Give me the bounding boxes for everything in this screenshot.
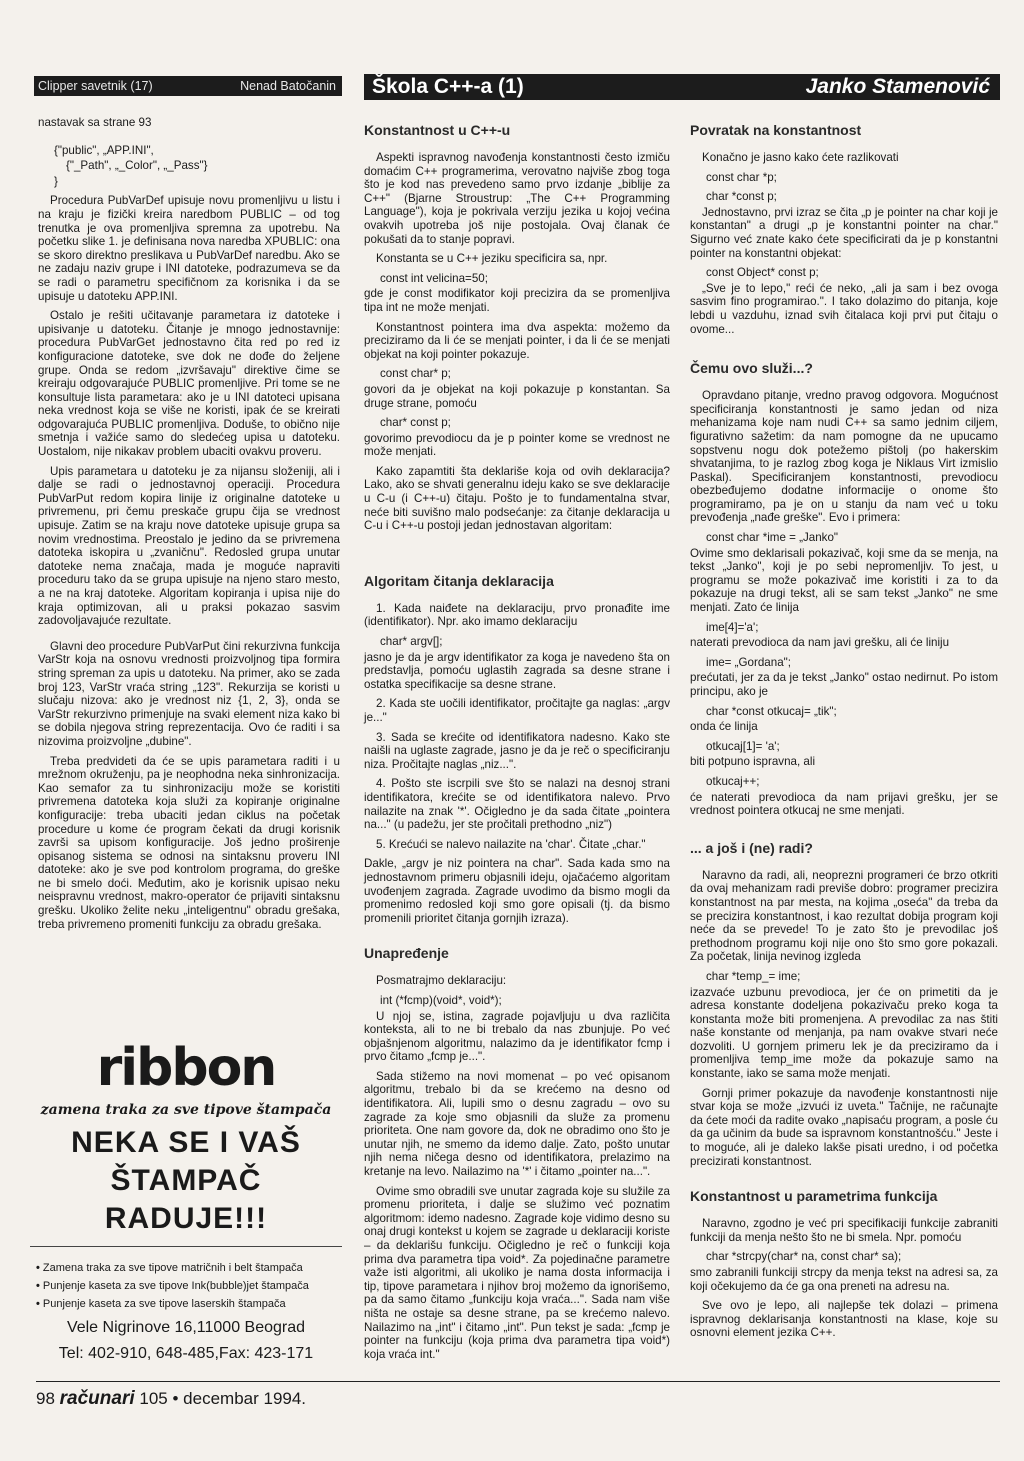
ad-services-list: [36, 1259, 342, 1313]
paragraph: 4. Pošto ste iscrpili sve što se nalazi na desnoj strani identifikatora, krećite se od identifikatora nalevo. Prvo nailazite na znak '*'. Očigledno je da sada čitate „pointera na..." (u padežu, jer ste pročitali prethodno „niz"): [364, 777, 670, 832]
paragraph: Ostalo je rešiti učitavanje parametara iz datoteke i upisivanje u datoteku. Čitanje je mnogo jednostavnije: procedura PubVarGet jednostavno čita red po red iz konfiguracione datoteke, sve dok ne dođe do željene grupe. Onda se redom „izvršavaju" direktive čime se kreiraju odgovarajuće PUBLIC promenljive. Pri tome se ne konsultuje lista parametara: ako je u INI datoteci upisana neka vrednost koja se više ne koristi, ipak će se kreirati odgovarajuća PUBLIC promenljiva. Doduše, to obično nije smetnja i važiće samo do sledećeg upisa u datoteku. Uostalom, nije nikakav problem ubaciti ovakvu proveru.: [38, 309, 340, 459]
paragraph: Konačno je jasno kako ćete razlikovati: [702, 151, 899, 164]
code-line: ime[4]='a';: [706, 620, 759, 634]
paragraph: Sada stižemo na novi momenat – po već opisanom algoritmu, trebalo bi da se krećemo na desno od identifikatora. Ali, lupili smo o desnu zagradu – ovo su zagrade za koje smo objasnili da služe za promenu prioriteta. One nam govore da, dok ne obradimo ono što je unutar njih, ne smemo da idemo dalje. Zato, pošto unutar njih nema ničega desno od identifikatora, prelazimo na kretanje na levo. Nailazimo na '*' i čitamo „pointer na...".: [364, 1069, 670, 1179]
paragraph: Sve ovo je lepo, ali najlepše tek dolazi – primena ispravnog deklarisanja konstantnosti na klase, koje su osnovni element jezika C++.: [690, 1299, 998, 1340]
paragraph: Procedura PubVarDef upisuje novu promenljivu u listu i na kraju je fizički kreira naredbom PUBLIC – od tog trenutka je ova promenljiva spremna za upotrebu. Na početku slike 1. je definisana nova naredba XPUBLIC: ona se skoro direktno preslikava u PubVarDef naredbu. Ako se ne zadaju naziv grupe i INI datoteke, podrazumeva se da se radi o parametru specifičnom za korisnika i da se upisuje u datoteku APP.INI.: [38, 194, 340, 303]
ad-address: Vele Nigrinove 16,11000 Beograd: [66, 1319, 306, 1336]
right-article-header: [364, 74, 1000, 100]
left-article-header: [34, 76, 342, 96]
code-line: {"public", „APP.INI",: [54, 143, 154, 157]
code-line: const char *ime = „Janko": [706, 531, 839, 545]
code-line: ime= „Gordana";: [706, 655, 791, 669]
ribbon-advertisement: [30, 1040, 342, 1372]
code-line: }: [54, 174, 58, 188]
paragraph: Ovime smo deklarisali pokazivač, koji sme da se menja, na tekst „Janko", koji je po sebi nepromenljiv. To jest, u programu se može pokazivač ime koristiti i za to da pokazuje na drugi tekst, ali se sam tekst „Janko" ne sme menjati. Zato će linija: [690, 546, 998, 615]
paragraph: 5. Krećući se nalevo nailazite na 'char'. Čitate „char.": [376, 837, 646, 851]
footer-text: [36, 1388, 1000, 1410]
paragraph: Ovime smo obradili sve unutar zagrada koje su služile za promenu prioriteta, i dalje se služimo već poznatim algoritmom: idemo nadesno. Zagrade koje vidimo desno su onaj drugi kontekst u kojem se zagrade u deklaraciji koriste – da deklarišu funkciju. Očigledno je reč o funkciji koja prima dva parametra tipa void*. Za pojedinačne parametre važe isti algoritmi, ali ukoliko je nama dosta informacija i tip, tipove parametara i njihov broj možemo da ignorišemo, pa da samo čitamo „funkciju koja vraća...". Sada nam više ništa ne ostaje sa desne strane, pa se krećemo nalevo. Nailazimo na „int" i čitamo „int". Pun tekst je sada: „fcmp je pointer na funkciju (koja prima dva parametra tipa void*) koja vraća int.": [364, 1184, 670, 1361]
code-line: char *temp_= ime;: [706, 969, 801, 983]
code-line: char *const p;: [706, 190, 777, 204]
paragraph: Treba predvideti da će se upis parametara raditi i u mrežnom okruženju, pa je neophodna neka sinhronizacija. Kao semafor za tu sinhronizaciju može se koristiti privremena datoteka koja služi za kopiranje originalne konfiguracije: treba ubaciti jedan ciklus na početak procedure u kome će program čekati da drugi korisnik završi sa upisom konfiguracije. Još jedno proširenje opisanog sistema se odnosi na sintaksnu proveru INI datoteke: ako je sve pod kontrolom programa, do greške ne bi smelo doći. Međutim, ako je korisnik upisao neku neispravnu vrednost, makro-operator će prijaviti sintaksnu grešku. Ukoliko želite neku „inteligentnu" obradu grešaka, treba privremeno promeniti funkciju za obradu grešaka.: [38, 754, 340, 931]
left-series-title: Clipper savetnik (17): [38, 79, 153, 93]
paragraph: gde je const modifikator koji precizira da se promenljiva tipa int ne može menjati.: [364, 287, 670, 314]
right-column: [690, 122, 998, 1346]
paragraph: smo zabranili funkciji strcpy da menja tekst na adresi sa, za koji očekujemo da će ga ona preneti na adresu na.: [690, 1266, 998, 1293]
section-heading: Unapređenje: [364, 945, 449, 962]
magazine-name: računari: [59, 1388, 135, 1409]
paragraph: Jednostavno, prvi izraz se čita „p je pointer na char koji je konstantan" a drugi „p je konstantni pointer na char." Sigurno već znate kako ćete specificirati da je p konstantni pointer na konstantni objekat:: [690, 205, 998, 260]
footer-rule: [36, 1381, 1000, 1382]
paragraph: Konstanta se u C++ jeziku specificira sa, npr.: [376, 252, 608, 266]
paragraph: jasno je da je argv identifikator za koga je navedeno šta on predstavlja, pomoću uglastih zagrada sa desne strane i ostatka specifikacije sa desne strane.: [364, 650, 670, 691]
middle-column: [364, 122, 670, 1367]
ad-divider: [30, 1246, 342, 1247]
paragraph: biti potpuno ispravna, ali: [690, 755, 816, 769]
paragraph: „Sve je to lepo," reći će neko, „ali ja sam i bez ovoga sasvim fino programirao.". I tako dolazimo do pitanja, koje lebdi u vazduhu, iznad svih čitalaca koji prvi put čitaju o ovome...: [690, 281, 998, 336]
ad-service-item: • Punjenje kaseta za sve tipove laserskih štampača: [36, 1295, 342, 1313]
issue-date: decembar 1994.: [183, 1389, 307, 1408]
code-line: {"_Path", „_Color", „_Pass"}: [66, 159, 208, 173]
code-line: otkucaj[1]= 'a';: [706, 739, 780, 753]
paragraph: Naravno da radi, ali, neoprezni programeri će brzo otkriti da ovaj mehanizam radi previše dobro: programer precizira konstantnost na par mesta, na kojima „oseća" da treba da se precizira konstantnost, i kao rezultat dobija program koji neće da se prevede! To je zato što je prevodilac još prethodnom programu koji nije ono što smo gore pokazali. Za početak, linija nevinog izgleda: [690, 868, 998, 964]
code-line: const char* p;: [380, 367, 451, 381]
section-heading: Konstantnost u parametrima funkcija: [690, 1188, 938, 1205]
left-column: [38, 116, 340, 937]
paragraph: Naravno, zgodno je već pri specifikaciji funkcije zabraniti funkciji da menja nešto što ne bi smela. Npr. pomoću: [690, 1217, 998, 1244]
page-footer: [36, 1381, 1000, 1410]
issue-number: 105: [139, 1389, 168, 1408]
left-author: Nenad Batočanin: [240, 79, 336, 93]
code-line: const int velicina=50;: [380, 271, 488, 285]
code-line: char* const p;: [380, 416, 451, 430]
paragraph: 1. Kada naiđete na deklaraciju, prvo pronađite ime (identifikator). Npr. ako imamo deklaraciju: [364, 601, 670, 629]
code-line: char* argv[];: [380, 635, 443, 649]
paragraph: Posmatrajmo deklaraciju:: [376, 974, 507, 988]
paragraph: Dakle, „argv je niz pointera na char". Sada kada smo na jednostavnom primeru objasnili ideju, ojačaćemo algoritam uvođenjem zagrada. Zagrade uvodimo da bismo mogli da promenimo redosled koji smo gore opisali (tj. da bismo promenili prioritet čitanja gornjih izraza).: [364, 857, 670, 925]
paragraph: Gornji primer pokazuje da navođenje konstantnosti nije stvar koja se može „izvući iz uveta." Tačnije, ne računajte da ćete moći da radite ovako „napisaću program, a posle ću da ga učinim da bude sa ispravnom konstantnošću." Jeste i to moguće, ali je daleko lakše pisati uredno, i od početka precizirati konstantnost.: [690, 1086, 998, 1168]
paragraph: Opravdano pitanje, vredno pravog odgovora. Mogućnost specificiranja konstantnosti je samo jedan od niza mehanizama koje nam nudi C++ sa samo jednim ciljem, figurativno sažetim: da nam pomogne da ne upucamo sopstvenu nogu dok potežemo pištolj (po hakerskim shvatanjima, to je razlog zbog koga je Niklaus Virt izmislio Paskal). Specificiranjem konstantnosti, prevodiocu obezbeđujemo dodatne informacije o onome što programiramo, pa je on u stanju da nam već u toku prevođenja „nađe greške". Evo i primera:: [690, 389, 998, 525]
paragraph: Glavni deo procedure PubVarPut čini rekurzivna funkcija VarStr koja na osnovu vrednosti proizvoljnog tipa formira string spreman za upis u datoteku. Na primer, ako se zada broj 123, VarStr vraća string „123". Rekurzija se koristi u slučaju nizova: ako je vrednost niz {1, 2, 3}, onda se VarStr rekurzivno primenjuje na svaki element niza kako bi se dobila njegova string reprezentacija. Ovo će raditi i sa nizovima proizvoljne „dubine".: [38, 639, 340, 748]
right-series-title: Škola C++-a (1): [372, 75, 524, 98]
section-heading: Konstantnost u C++-u: [364, 122, 511, 138]
continued-note: nastavak sa strane 93: [38, 116, 152, 129]
section-heading: Povratak na konstantnost: [690, 122, 862, 138]
ad-slogan: zamena traka za sve tipove štampača: [40, 1102, 332, 1118]
section-heading: Algoritam čitanja deklaracija: [364, 572, 554, 589]
code-line: int (*fcmp)(void*, void*);: [380, 993, 502, 1007]
paragraph: govori da je objekat na koji pokazuje p konstantan. Sa druge strane, pomoću: [364, 382, 670, 410]
code-line: char *const otkucaj= „tik";: [706, 704, 837, 718]
paragraph: Konstantnost pointera ima dva aspekta: možemo da preciziramo da li će se menjati pointer, i da li će se menjati objekat na koji pointer pokazuje.: [364, 320, 670, 361]
ad-headline-1: NEKA SE I VAŠ: [71, 1126, 301, 1159]
paragraph: govorimo prevodiocu da je p pointer kome se vrednost ne može menjati.: [364, 431, 670, 459]
section-heading: Čemu ovo služi...?: [690, 360, 813, 377]
ad-headline-2: ŠTAMPAČ: [110, 1164, 262, 1197]
paragraph: Aspekti ispravnog navođenja konstantnosti često izmiču domaćim C++ programerima, verovatno najviše zbog toga što je kod nas prevedeno samo prvo izdanje „biblije za C++" (Bjarne Stroustrup: „The C++ Programming Language"), koja je pokrivala verziju jezika u kojoj većina ovakvih upotreba još nije postojala. Ovaj članak će pokušati da to stanje popravi.: [364, 151, 670, 246]
paragraph: će naterati prevodioca da nam prijavi grešku, jer se vrednost pointera otkucaj ne sme menjati.: [690, 790, 998, 818]
page-number: 98: [36, 1389, 55, 1408]
right-author: Janko Stamenović: [805, 75, 990, 98]
ad-service-item: • Zamena traka za sve tipove matričnih i belt štampača: [36, 1259, 342, 1277]
paragraph: 3. Sada se krećite od identifikatora nadesno. Kako ste naišli na uglaste zagrade, jasno je da je reč o specificiranju niza. Pročitajte naglas „niz...".: [364, 730, 670, 771]
ad-phone: Tel: 402-910, 648-485,Fax: 423-171: [58, 1345, 314, 1362]
paragraph: izazvaće uzbunu prevodioca, jer će on primetiti da je adresa konstante dodeljena pokazivaču preko koga ta konstanta može biti promenjena. A prevodilac za nas štiti naše konstante od menjanja, pa nam ovakve stvari neće dozvoliti. U gornjem primeru lek je da preciziramo da i promenljiva temp_ime može da pokazuje samo na konstante, iako se sama može menjati.: [690, 985, 998, 1081]
section-heading: ... a još i (ne) radi?: [690, 839, 813, 856]
code-line: char *strcpy(char* na, const char* sa);: [706, 1250, 902, 1264]
paragraph: naterati prevodioca da nam javi grešku, ali će liniju: [690, 636, 950, 650]
code-line: const char *p;: [706, 170, 777, 184]
code-line: otkucaj++;: [706, 774, 760, 788]
bullet-separator: •: [172, 1389, 179, 1408]
ribbon-logo: ribbon: [96, 1038, 276, 1098]
paragraph: onda će linija: [690, 720, 758, 734]
paragraph: U njoj se, istina, zagrade pojavljuju u dva različita konteksta, ali to ne bi trebalo da nas zbunjuje. Po već objašnjenom algoritmu, nalazimo da je identifikator fcmp i prvo čitamo „fcmp je...".: [364, 1009, 670, 1064]
paragraph: 2. Kada ste uočili identifikator, pročitajte ga naglas: „argv je...": [364, 697, 670, 724]
code-line: const Object* const p;: [706, 266, 819, 280]
paragraph: prećutati, jer za da je tekst „Janko" ostao nedirnut. Po istom principu, ako je: [690, 671, 998, 698]
paragraph: Kako zapamtiti šta deklariše koja od ovih deklaracija? Lako, ako se shvati generalnu ideju kako se sve deklaracije u C-u (i C++-u) čitaju. Pošto je to fundamentalna stvar, neće biti suvišno malo podsećanje: za čitanje deklaracija u C-u i C++-u postoji jedan jednostavan algoritam:: [364, 464, 670, 533]
paragraph: Upis parametara u datoteku je za nijansu složeniji, ali i dalje se radi o jednostavnoj operaciji. Procedura PubVarPut redom kopira linije iz originalne datoteke u privremenu, pri čemu preskače grupu čija se vrednost upisuje. Zatim se na kraju nove datoteke upisuje grupa sa novim vrednostima. Preostalo je jedino da se privremena datoteka iskopira u „zvaničnu". Redosled grupa unutar datoteke nema značaja, mada je moguće napraviti proceduru tako da se grupa upisuje na njeno staro mesto, a ne na kraj datoteke. Algoritam kopiranja i upisa nije do kraja optimizovan, ali u praksi pokazao sasvim zadovoljavajuće rezultate.: [38, 464, 340, 628]
ad-service-item: • Punjenje kaseta za sve tipove Ink(bubble)jet štampača: [36, 1277, 342, 1295]
ad-headline-3: RADUJE!!!: [104, 1202, 268, 1235]
